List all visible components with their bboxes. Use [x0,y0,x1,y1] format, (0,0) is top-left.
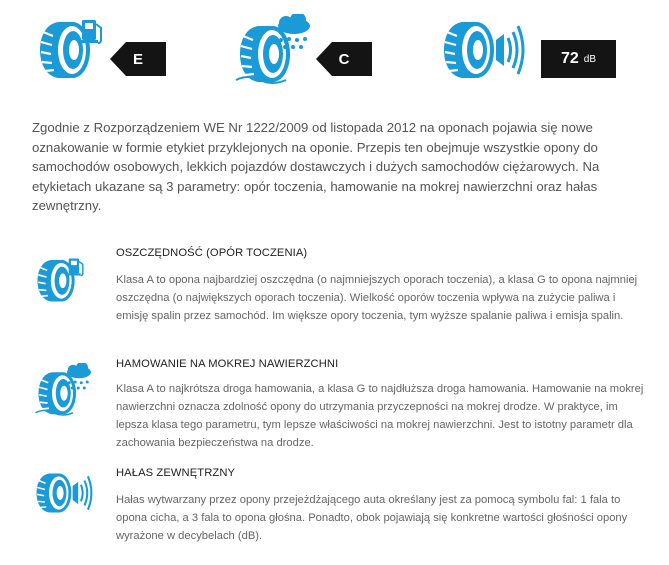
label-icons-row [0,0,669,110]
fuel-tire-icon [38,14,108,84]
sound-waves-tire-icon [34,468,96,523]
fuel-class-badge [110,42,166,76]
section-noise [0,464,669,554]
noise-value-badge [541,40,616,78]
section-fuel [0,242,669,342]
noise-unit: dB [583,53,597,65]
noise-tire-icon [442,14,528,86]
section-body: Klasa A to opona najbardziej oszczędna (o najmniejszych oporach toczenia), a klasa G to opona najmniej oszczędna (o największych oporach toczenia). Wielkość oporów toczenia wpływa na zużycie paliwa i emisję spalin przez samochód. Im większe opory toczenia, tym wyższe spalanie paliwa i emisja spalin. [116,274,638,322]
rain-cloud-tire-icon [34,363,94,424]
section-body: Hałas wytwarzany przez opony przejeżdżającego auta określany jest za pomocą symbolu fal: 1 fala to opona cicha, a 3 fala to opona głośna. Ponadto, obok pojawiają się konkretne wartości głośności opony wyrażone w decybelach (dB). [116,494,628,542]
intro-paragraph: Zgodnie z Rozporządzeniem WE Nr 1222/2009 od listopada 2012 na oponach pojawia się nowe oznakowanie w formie etykiet przyklejonych na oponie. Przepis ten obejmuje wszystkie opony do samochodów osobowych, lekkich pojazdów dostawczych i dużych samochodów ciężarowych. Na etykietach ukazane są 3 parametry: opór toczenia, hamowanie na mokrej nawierzchni oraz hałas zewnętrzny. [32,120,600,213]
fuel-class-letter: E [132,50,143,68]
noise-value: 72 [560,50,579,67]
wet-grip-class-badge [316,42,372,76]
fuel-pump-icon [80,20,101,43]
section-wet-grip [0,353,669,463]
wet-grip-tire-icon [234,14,314,88]
section-body: Klasa A to najkrótsza droga hamowania, a klasa G to najdłuższa droga hamowania. Hamowanie na mokrej nawierzchni oznacza zdolność opony do utrzymania przyczepności na mokrej drodze. W praktyce, im lepsza klasa tego parametru, tym lepsze właściwości na mokrej nawierzchni. Jest to istotny parametr dla zachowania bezpieczeństwa na drodze. [116,383,644,449]
section-title: HAŁAS ZEWNĘTRZNY [116,467,236,479]
section-title: OSZCZĘDNOŚĆ (OPÓR TOCZENIA) [116,247,308,259]
fuel-pump-tire-icon [34,254,90,311]
section-title: HAMOWANIE NA MOKREJ NAWIERZCHNI [116,358,339,370]
wet-grip-class-letter: C [338,50,350,68]
sound-waves-icon [496,26,523,74]
